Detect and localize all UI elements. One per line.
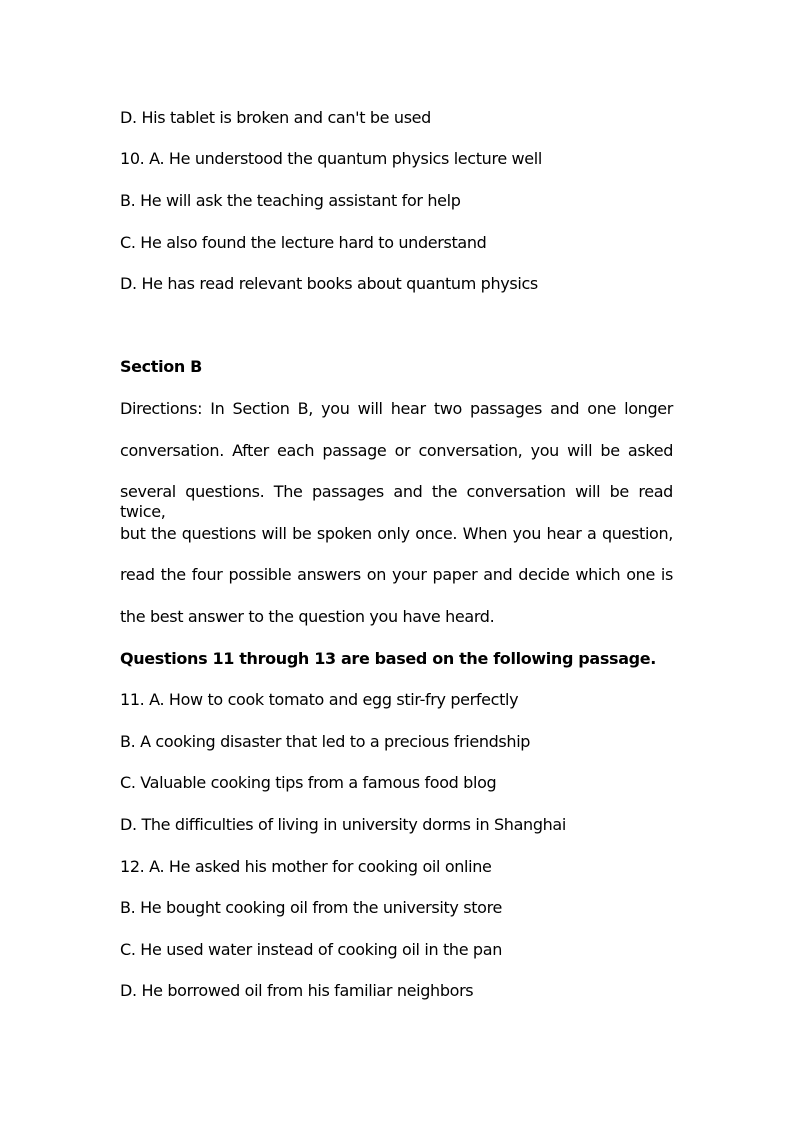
question-10-option-c: C. He also found the lecture hard to understand	[120, 233, 487, 252]
directions-line-1: Directions: In Section B, you will hear two passages and one longer	[120, 399, 673, 418]
directions-line-2: conversation. After each passage or conversation, you will be asked	[120, 441, 673, 460]
question-9-option-d: D. His tablet is broken and can't be used	[120, 108, 431, 127]
question-12-option-c: C. He used water instead of cooking oil in the pan	[120, 940, 502, 959]
directions-line-5: read the four possible answers on your paper and decide which one is	[120, 565, 673, 584]
question-12-option-a: 12. A. He asked his mother for cooking oil online	[120, 857, 492, 876]
directions-line-4: but the questions will be spoken only once. When you hear a question,	[120, 524, 673, 543]
question-10-option-a: 10. A. He understood the quantum physics lecture well	[120, 149, 542, 168]
question-11-option-b: B. A cooking disaster that led to a precious friendship	[120, 732, 531, 751]
question-11-option-a: 11. A. How to cook tomato and egg stir-fry perfectly	[120, 690, 519, 709]
question-10-option-d: D. He has read relevant books about quantum physics	[120, 274, 538, 293]
directions-line-3: several questions. The passages and the conversation will be read twice,	[120, 482, 673, 521]
question-12-option-b: B. He bought cooking oil from the university store	[120, 898, 502, 917]
passage-heading: Questions 11 through 13 are based on the following passage.	[120, 649, 656, 668]
question-11-option-d: D. The difficulties of living in university dorms in Shanghai	[120, 815, 566, 834]
question-10-option-b: B. He will ask the teaching assistant for help	[120, 191, 461, 210]
question-11-option-c: C. Valuable cooking tips from a famous food blog	[120, 773, 497, 792]
question-12-option-d: D. He borrowed oil from his familiar neighbors	[120, 981, 474, 1000]
directions-line-6: the best answer to the question you have heard.	[120, 607, 495, 626]
section-b-heading: Section B	[120, 357, 202, 376]
